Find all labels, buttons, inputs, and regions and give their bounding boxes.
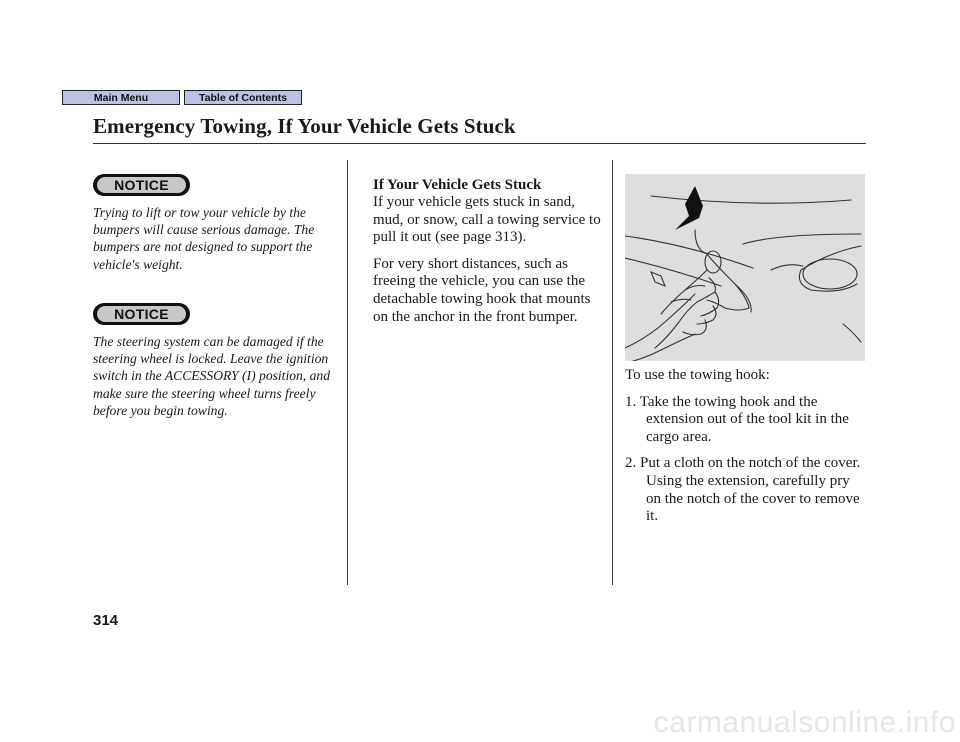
page-number: 314 [93,612,119,629]
instruction-steps [625,394,865,526]
notice-text-bumpers: Trying to lift or tow your vehicle by the bumpers will cause serious damage. The bumpers are not designed to support the vehicle's weight. [93,205,315,272]
towing-hook-illustration [625,174,865,361]
instructions-intro: To use the towing hook: [625,367,770,383]
hands-prying-cover-drawing [625,174,865,361]
stuck-section [373,176,605,335]
section-paragraph: If your vehicle gets stuck in sand, mud, or snow, call a towing service to pull it out (see page 313). [373,194,601,246]
column-divider-right [612,160,613,585]
instruction-step: 1. Take the towing hook and the extension out of the tool kit in the cargo area. [625,393,849,445]
notice-badge [93,303,190,325]
table-of-contents-button[interactable]: Table of Contents [184,90,302,105]
section-heading: If Your Vehicle Gets Stuck [373,177,542,193]
towing-hook-instructions [625,367,865,535]
section-paragraph: For very short distances, such as freeing the vehicle, you can use the detachable towing hook that mounts on the anchor in the front bumper. [373,255,591,325]
instruction-step: 2. Put a cloth on the notch of the cover. Using the extension, carefully pry on the notch of the cover to remove it. [625,455,861,525]
column-divider-left [347,160,348,585]
notice-text-steering: The steering system can be damaged if the steering wheel is locked. Leave the ignition switch in the ACCESSORY (I) position, and make sure the steering wheel turns freely before you begin towing. [93,334,331,418]
notice-label: NOTICE [97,177,186,193]
page-title: Emergency Towing, If Your Vehicle Gets Stuck [93,114,516,138]
watermark: carmanualsonline.info [653,706,956,739]
title-rule [93,143,866,144]
notice-label: NOTICE [97,306,186,322]
main-menu-button[interactable]: Main Menu [62,90,180,105]
notice-badge [93,174,190,196]
